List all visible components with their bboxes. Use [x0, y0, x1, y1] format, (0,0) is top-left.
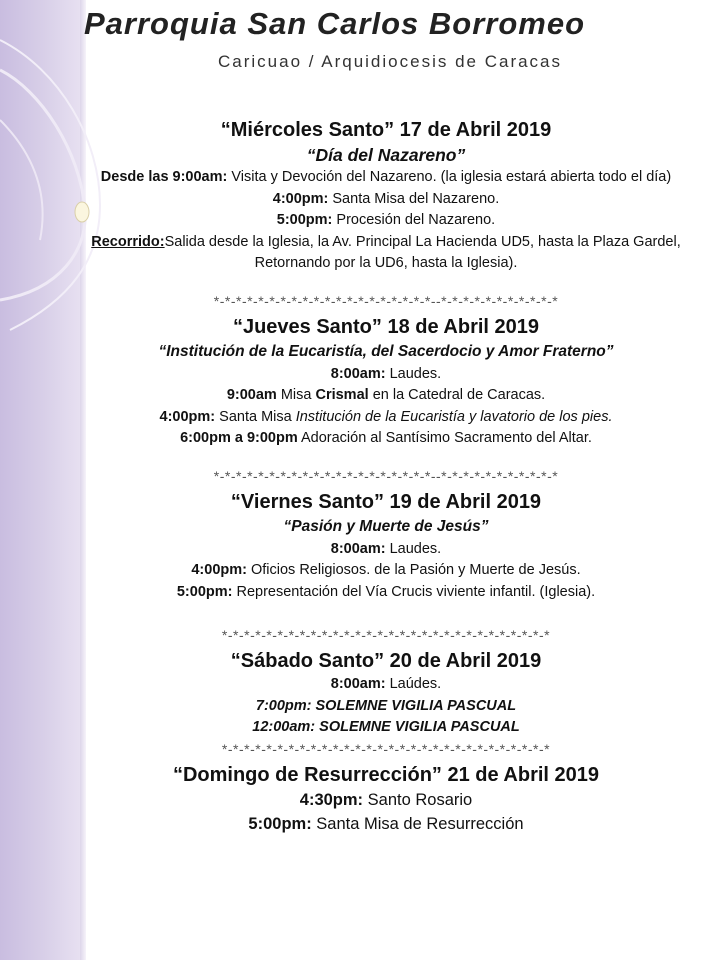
section-wednesday: [86, 118, 686, 275]
event-text: Santa Misa: [215, 408, 296, 425]
time-label: 4:30pm:: [299, 790, 364, 809]
event-italic: Institución de la Eucaristía y lavatorio de los pies.: [295, 408, 613, 425]
saturday-title: “Sábado Santo” 20 de Abril 2019: [230, 650, 542, 672]
time-label: 6:00pm a 9:00pm: [180, 430, 298, 446]
event-text: Misa: [276, 387, 316, 403]
event-text: Santa Misa de Resurrección: [311, 814, 524, 833]
separator: *-*-*-*-*-*-*-*-*-*-*-*-*-*-*-*-*-*-*-*-*-*-*-*-*-*-*-*-*-*: [221, 740, 551, 757]
time-label: 5:00pm:: [276, 212, 333, 228]
friday-line-1: [86, 539, 686, 561]
route-text: Salida desde la Iglesia, la Av. Principal La Hacienda UD5, hasta la Plaza Gardel, Retornando por la UD6, hasta la Iglesia).: [164, 233, 681, 271]
event-text: Santa Misa del Nazareno.: [328, 190, 500, 207]
wednesday-subtitle: “Día del Nazareno”: [306, 145, 466, 165]
friday-subtitle: “Pasión y Muerte de Jesús”: [283, 517, 489, 535]
time-label: 5:00pm:: [248, 814, 312, 833]
time-label: 9:00am: [226, 387, 277, 403]
sunday-line-2: [86, 812, 686, 836]
event-text: Adoración al Santísimo Sacramento del Altar.: [297, 430, 592, 446]
section-sunday: [86, 763, 686, 836]
time-label: 4:00pm:: [272, 190, 329, 207]
event-bold: Crismal: [315, 387, 369, 403]
separator: *-*-*-*-*-*-*-*-*-*-*-*-*-*-*-*-*-*-*-*--*-*-*-*-*-*-*-*-*-*-*: [213, 292, 559, 309]
separator: *-*-*-*-*-*-*-*-*-*-*-*-*-*-*-*-*-*-*-*-*-*-*-*-*-*-*-*-*-*: [221, 627, 551, 643]
thursday-title: “Jueves Santo” 18 de Abril 2019: [232, 315, 540, 338]
time-label: 5:00pm:: [176, 583, 233, 600]
section-saturday: [86, 649, 686, 739]
wednesday-line-2: [86, 189, 686, 211]
time-label: Desde las 9:00am:: [100, 169, 228, 185]
saturday-line-1: [86, 674, 686, 696]
sunday-title: “Domingo de Resurrección” 21 de Abril 2019: [172, 763, 600, 786]
wednesday-line-3: [86, 210, 686, 232]
section-friday: [86, 490, 686, 604]
friday-line-3: [86, 582, 686, 604]
event-text: Laudes.: [385, 540, 442, 557]
friday-title: “Viernes Santo” 19 de Abril 2019: [230, 490, 542, 513]
time-label: 4:00pm:: [191, 562, 247, 578]
sunday-line-1: [86, 788, 686, 812]
thursday-line-1: [86, 364, 686, 386]
event-text: Visita y Devoción del Nazareno. (la iglesia estará abierta todo el día): [227, 169, 672, 185]
parish-subtitle: Caricuao / Arquidiocesis de Caracas: [217, 52, 563, 71]
event-text: Representación del Vía Crucis viviente infantil. (Iglesia).: [232, 583, 596, 600]
section-thursday: [86, 315, 686, 450]
event-text: Oficios Religiosos. de la Pasión y Muerte de Jesús.: [246, 562, 581, 578]
event-text: Santo Rosario: [363, 790, 473, 809]
thursday-line-4: [86, 428, 686, 450]
thursday-line-3: [86, 407, 686, 429]
wednesday-title: “Miércoles Santo” 17 de Abril 2019: [220, 119, 552, 141]
time-label: 8:00am:: [330, 676, 386, 692]
route-label: Recorrido:: [91, 233, 165, 250]
saturday-line-2: 7:00pm: SOLEMNE VIGILIA PASCUAL: [255, 697, 517, 714]
wednesday-line-1: [86, 167, 686, 189]
event-text: Laúdes.: [385, 676, 442, 692]
time-label: 8:00am:: [330, 365, 386, 382]
time-label: 4:00pm:: [159, 408, 216, 425]
schedule-content: [86, 118, 686, 836]
saturday-line-3: 12:00am: SOLEMNE VIGILIA PASCUAL: [252, 719, 520, 735]
event-text: en la Catedral de Caracas.: [368, 387, 546, 403]
time-label: 8:00am:: [330, 540, 386, 557]
wednesday-line-4: [86, 232, 686, 275]
parish-title: Parroquia San Carlos Borromeo: [84, 6, 586, 41]
event-text: Procesión del Nazareno.: [332, 212, 496, 228]
separator: *-*-*-*-*-*-*-*-*-*-*-*-*-*-*-*-*-*-*-*--*-*-*-*-*-*-*-*-*-*-*: [213, 467, 559, 484]
thursday-line-2: [86, 385, 686, 407]
event-text: Laudes.: [385, 365, 442, 382]
thursday-subtitle: “Institución de la Eucaristía, del Sacerdocio y Amor Fraterno”: [158, 342, 614, 360]
friday-line-2: [86, 560, 686, 582]
